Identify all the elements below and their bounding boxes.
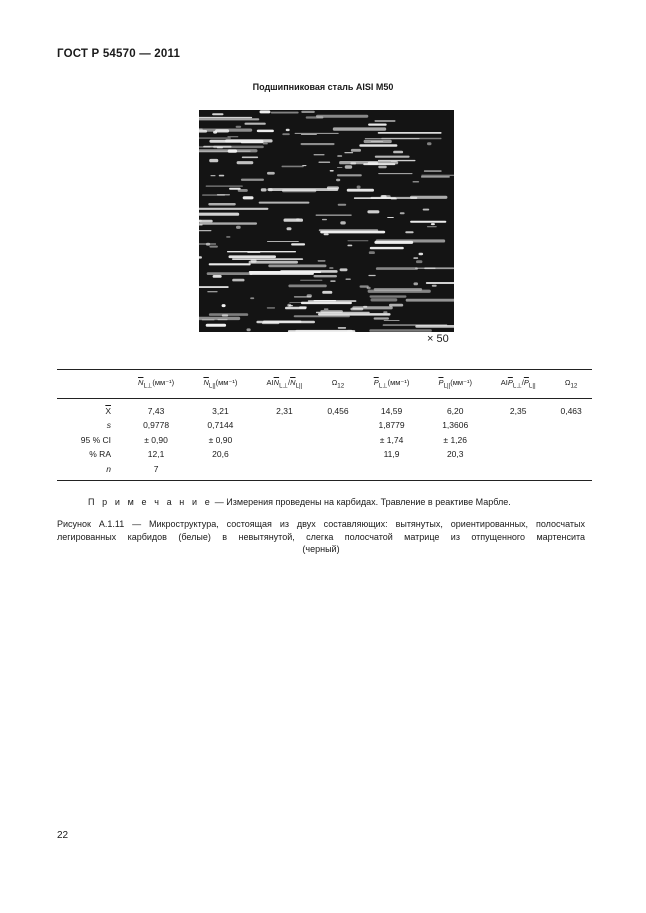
- carbide-streak: [199, 138, 231, 139]
- carbide-streak: [316, 115, 368, 118]
- carbide-streak: [287, 227, 292, 230]
- carbide-streak: [365, 138, 420, 139]
- table-row: [57, 462, 592, 481]
- carbide-streak: [199, 222, 257, 224]
- carbide-streak: [337, 174, 362, 176]
- carbide-streak: [261, 188, 267, 191]
- carbide-streak: [376, 267, 418, 270]
- carbide-streak: [369, 251, 375, 254]
- carbide-streak: [424, 170, 442, 171]
- document-code: ГОСТ Р 54570 — 2011: [57, 48, 181, 60]
- table-cell: ± 1,26: [443, 434, 467, 445]
- carbide-streak: [374, 241, 413, 244]
- carbide-streak: [371, 141, 384, 142]
- carbide-streak: [421, 176, 450, 177]
- carbide-streak: [337, 155, 342, 157]
- carbide-streak: [208, 203, 236, 206]
- carbide-streak: [329, 267, 333, 269]
- carbide-streak: [336, 179, 340, 181]
- carbide-streak: [286, 129, 290, 131]
- carbide-streak: [378, 166, 387, 168]
- carbide-streak: [378, 173, 412, 174]
- micrograph-canvas: [199, 110, 454, 332]
- carbide-streak: [249, 261, 298, 264]
- carbide-streak: [423, 209, 430, 211]
- carbide-streak: [288, 285, 326, 288]
- carbide-streak: [333, 127, 386, 130]
- row-label: s: [106, 420, 111, 431]
- carbide-streak: [316, 312, 370, 314]
- table-cell: [252, 433, 317, 448]
- carbide-streak: [259, 202, 310, 204]
- carbide-streak: [212, 113, 223, 115]
- carbide-streak: [419, 253, 424, 255]
- carbide-streak: [225, 139, 273, 142]
- table-cell: 2,31: [276, 406, 293, 416]
- table-cell: [317, 433, 359, 448]
- carbide-streak: [227, 136, 238, 137]
- carbide-streak: [432, 285, 437, 287]
- carbide-streak: [228, 150, 237, 153]
- carbide-streak: [319, 162, 331, 163]
- carbide-streak: [387, 217, 394, 218]
- measurements-table: [57, 369, 592, 481]
- carbide-streak: [340, 268, 348, 271]
- carbide-streak: [393, 151, 403, 154]
- header-col-2: $\overline{N}_{L||}(мм^{-1})$: [189, 370, 252, 399]
- carbide-streak: [340, 221, 346, 224]
- table-header-row: [57, 370, 592, 399]
- carbide-streak: [301, 111, 315, 113]
- carbide-streak: [357, 186, 361, 189]
- table-cell: 7: [123, 462, 189, 481]
- carbide-streak: [236, 126, 242, 128]
- carbide-streak: [242, 157, 258, 159]
- carbide-streak: [247, 328, 251, 331]
- carbide-streak: [300, 280, 322, 281]
- carbide-streak: [363, 163, 395, 165]
- carbide-streak: [383, 324, 448, 325]
- carbide-streak: [268, 265, 326, 268]
- magnification-label: × 50: [427, 333, 449, 345]
- carbide-streak: [287, 304, 291, 307]
- carbide-streak: [431, 223, 435, 225]
- carbide-streak: [218, 319, 228, 320]
- table-cell: [486, 447, 550, 462]
- carbide-streak: [414, 282, 419, 285]
- carbide-streak: [199, 208, 268, 210]
- table-cell: ± 1,74: [379, 434, 404, 445]
- header-col-6: $\overline{P}_{L||}(мм^{-1})$: [424, 370, 486, 399]
- carbide-streak: [337, 167, 342, 168]
- carbide-streak: [288, 330, 355, 332]
- caption-line-1: Рисунок А.1.11 — Микроструктура, состоящая из двух составляющих: вытянутых, ориентированных, полосчатых: [57, 519, 585, 529]
- carbide-streak: [217, 194, 230, 196]
- carbide-streak: [421, 175, 454, 176]
- carbide-streak: [416, 260, 422, 263]
- carbide-streak: [370, 247, 404, 249]
- carbide-streak: [199, 213, 239, 216]
- carbide-streak: [199, 118, 259, 120]
- carbide-streak: [226, 236, 230, 237]
- carbide-streak: [209, 263, 251, 265]
- table-cell: [486, 433, 550, 448]
- table-cell: [486, 462, 550, 481]
- carbide-streak: [330, 170, 334, 171]
- row-label: n: [57, 462, 123, 481]
- carbide-streak: [383, 311, 387, 313]
- row-label: % RA: [89, 449, 111, 460]
- carbide-streak: [382, 195, 391, 198]
- carbide-streak: [213, 146, 264, 149]
- carbide-streak: [413, 181, 420, 183]
- carbide-streak: [263, 143, 268, 145]
- table-cell: [550, 433, 592, 448]
- carbide-streak: [327, 186, 339, 189]
- table-cell: [359, 462, 424, 481]
- table-cell: [252, 447, 317, 462]
- carbide-streak: [282, 166, 304, 168]
- carbide-streak: [316, 215, 352, 216]
- header-col-4: $\Omega_{12}$: [317, 370, 359, 399]
- carbide-streak: [263, 321, 301, 323]
- carbide-streak: [314, 300, 337, 301]
- carbide-streak: [314, 154, 325, 155]
- carbide-streak: [330, 280, 335, 282]
- table-cell: 11,9: [383, 449, 400, 460]
- table-cell: [252, 418, 317, 433]
- carbide-streak: [241, 179, 264, 181]
- table-cell: [424, 462, 486, 481]
- carbide-streak: [236, 226, 241, 229]
- carbide-streak: [391, 198, 397, 200]
- carbide-streak: [322, 291, 332, 294]
- carbide-streak: [206, 186, 243, 187]
- carbide-streak: [282, 189, 316, 192]
- carbide-streak: [359, 144, 397, 147]
- carbide-streak: [257, 130, 274, 133]
- note-prefix: П р и м е ч а н и е: [88, 497, 213, 507]
- carbide-streak: [267, 307, 275, 308]
- carbide-streak: [206, 324, 226, 327]
- carbide-streak: [301, 143, 335, 145]
- carbide-streak: [199, 151, 251, 152]
- figure-caption: [57, 518, 585, 556]
- carbide-streak: [368, 275, 375, 276]
- carbide-streak: [405, 231, 413, 233]
- carbide-streak: [375, 156, 410, 158]
- carbide-streak: [284, 219, 304, 222]
- carbide-streak: [199, 286, 229, 288]
- table-cell: 7,43: [147, 406, 165, 416]
- table-cell: [550, 418, 592, 433]
- carbide-streak: [371, 298, 398, 301]
- carbide-streak: [267, 172, 275, 175]
- carbide-streak: [271, 112, 299, 114]
- carbide-streak: [206, 243, 210, 246]
- carbide-streak: [320, 231, 385, 234]
- table-cell: [252, 462, 317, 481]
- caption-line-3: (черный): [302, 544, 340, 554]
- carbide-streak: [199, 224, 203, 225]
- table-cell: [550, 447, 592, 462]
- carbide-streak: [211, 175, 216, 176]
- carbide-streak: [318, 260, 326, 261]
- carbide-streak: [384, 320, 400, 321]
- carbide-streak: [289, 302, 304, 303]
- table-cell: 1,3606: [442, 420, 469, 431]
- carbide-streak: [260, 110, 271, 113]
- table-cell: 0,9778: [143, 420, 170, 431]
- table-row: [57, 418, 592, 433]
- carbide-streak: [307, 294, 312, 297]
- carbide-streak: [318, 313, 391, 316]
- carbide-streak: [389, 304, 403, 307]
- carbide-streak: [199, 230, 211, 231]
- page-number: 22: [57, 830, 69, 841]
- carbide-streak: [347, 189, 374, 192]
- carbide-streak: [374, 317, 389, 319]
- table-cell: ± 0,90: [144, 434, 168, 445]
- header-col-8: $\Omega_{12}$: [550, 370, 592, 399]
- carbide-streak: [406, 299, 454, 302]
- carbide-streak: [249, 271, 321, 273]
- carbide-streak: [199, 117, 252, 118]
- carbide-streak: [209, 313, 248, 316]
- table-cell: 2,35: [509, 406, 527, 416]
- carbide-streak: [367, 287, 371, 290]
- carbide-streak: [369, 329, 432, 332]
- carbide-streak: [426, 282, 454, 284]
- carbide-streak: [291, 243, 305, 245]
- table-cell: 0,463: [560, 406, 582, 416]
- carbide-streak: [245, 123, 266, 125]
- carbide-streak: [213, 275, 222, 278]
- carbide-streak: [324, 309, 329, 310]
- carbide-streak: [295, 133, 339, 134]
- carbide-streak: [415, 268, 435, 269]
- carbide-streak: [267, 241, 299, 242]
- carbide-streak: [378, 132, 442, 134]
- row-label: $\overline{X}$: [105, 406, 111, 416]
- header-col-5: $\overline{P}_{L\perp}(мм^{-1})$: [359, 370, 424, 399]
- table-cell: 1,8779: [378, 420, 405, 431]
- carbide-streak: [222, 304, 226, 307]
- carbide-streak: [370, 295, 407, 297]
- header-col-7: $AI\overline{P}_{L\perp}/\overline{P}_{L||}$: [486, 370, 550, 399]
- carbide-streak: [324, 234, 329, 236]
- carbide-streak: [378, 160, 416, 161]
- carbide-streak: [322, 219, 327, 220]
- carbide-streak: [352, 306, 393, 309]
- carbide-streak: [367, 210, 379, 213]
- carbide-streak: [301, 134, 317, 135]
- carbide-streak: [344, 152, 353, 153]
- carbide-streak: [338, 327, 346, 328]
- carbide-streak: [338, 204, 347, 206]
- carbide-streak: [227, 251, 296, 252]
- table-row: [57, 433, 592, 448]
- table-cell: 6,20: [446, 406, 464, 416]
- carbide-streak: [219, 175, 224, 177]
- table-cell: 14,59: [380, 406, 403, 416]
- carbide-streak: [410, 196, 447, 199]
- table-cell: [317, 418, 359, 433]
- carbide-streak: [427, 226, 437, 227]
- carbide-streak: [199, 256, 202, 258]
- carbide-streak: [229, 255, 277, 258]
- carbide-streak: [207, 272, 253, 275]
- carbide-streak: [427, 142, 432, 145]
- carbide-streak: [368, 124, 387, 126]
- carbide-streak: [346, 279, 351, 280]
- carbide-streak: [243, 196, 254, 199]
- carbide-streak: [348, 240, 369, 241]
- header-stat-column: [57, 370, 123, 399]
- carbide-streak: [345, 165, 353, 168]
- table-row: [57, 447, 592, 462]
- carbide-streak: [351, 149, 361, 152]
- carbide-streak: [285, 307, 306, 310]
- row-label: 95 % CI: [80, 434, 111, 445]
- header-col-1: $\overline{N}_{L\perp}(мм^{-1})$: [123, 370, 189, 399]
- carbide-streak: [209, 159, 218, 162]
- table-row: [57, 399, 592, 419]
- carbide-streak: [237, 161, 254, 164]
- table-cell: [550, 462, 592, 481]
- table-cell: ± 0,90: [208, 434, 233, 445]
- table-cell: [317, 462, 359, 481]
- carbide-streak: [232, 258, 303, 260]
- carbide-streak: [209, 246, 218, 248]
- carbide-streak: [302, 165, 306, 166]
- table-cell: [189, 462, 252, 481]
- carbide-streak: [314, 275, 338, 277]
- table-cell: [317, 447, 359, 462]
- carbide-streak: [199, 220, 213, 223]
- table-cell: 20,6: [212, 449, 229, 460]
- figure-title: Подшипниковая сталь AISI M50: [252, 82, 394, 92]
- figure-note: [88, 497, 511, 507]
- carbide-streak: [375, 120, 396, 121]
- carbide-streak: [199, 129, 252, 132]
- table-cell: 0,456: [327, 406, 349, 416]
- table-cell: 0,7144: [207, 420, 234, 431]
- carbide-streak: [294, 315, 350, 317]
- carbide-streak: [301, 302, 352, 304]
- carbide-streak: [368, 290, 431, 293]
- carbide-streak: [250, 297, 254, 299]
- table-cell: [486, 418, 550, 433]
- carbide-streak: [282, 133, 290, 135]
- note-text: — Измерения проведены на карбидах. Травление в реактиве Марбле.: [212, 497, 511, 507]
- caption-line-2: легированных карбидов (белые) в невытянутой, слегка полосчатой матрице из отпущенного мартенсита: [57, 531, 585, 542]
- table-cell: 20,3: [446, 449, 464, 460]
- table-cell: 12,1: [147, 449, 165, 460]
- carbide-streak: [306, 116, 324, 118]
- carbide-streak: [413, 257, 418, 258]
- header-col-3: $AI\overline{N}_{L\perp}/\overline{N}_{L||}$: [252, 370, 317, 399]
- carbide-streak: [347, 245, 352, 247]
- carbide-streak: [400, 212, 405, 214]
- carbide-streak: [232, 279, 244, 282]
- micrograph-image: [199, 110, 454, 332]
- table-cell: 3,21: [212, 406, 229, 416]
- carbide-streak: [410, 221, 446, 223]
- carbide-streak: [229, 188, 241, 190]
- carbide-streak: [207, 291, 217, 292]
